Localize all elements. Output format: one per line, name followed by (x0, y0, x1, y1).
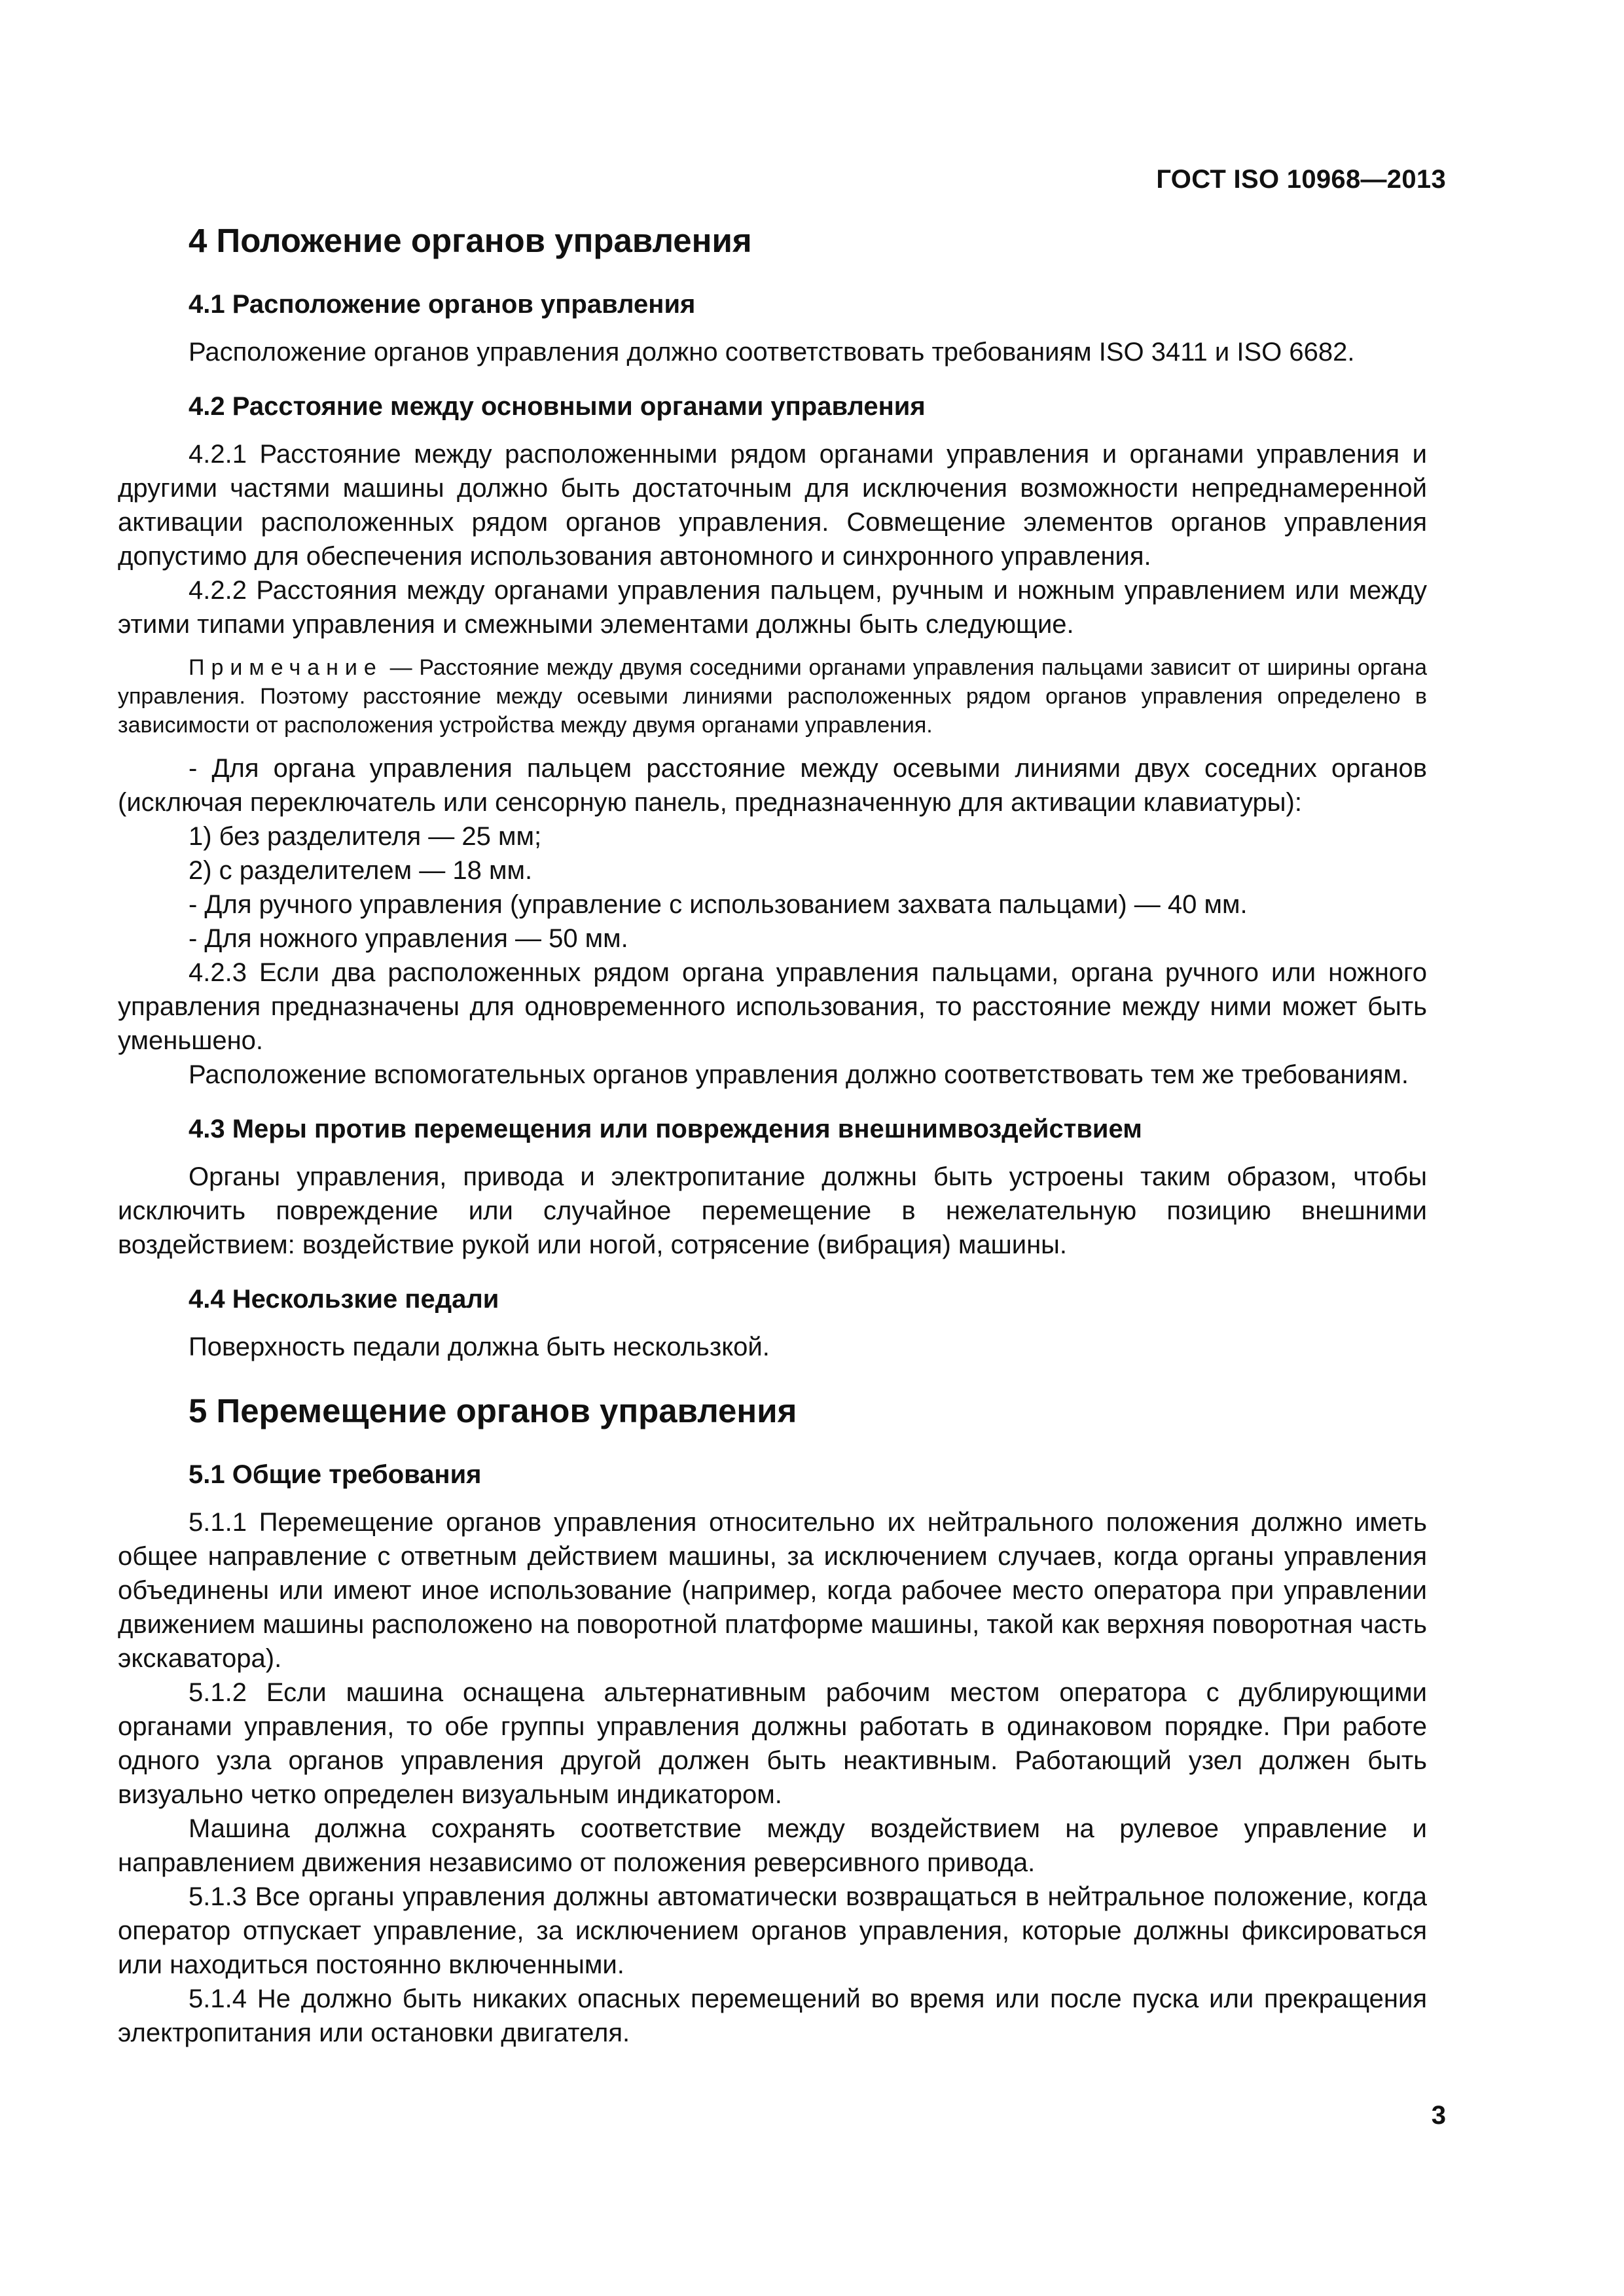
page-number: 3 (1431, 2101, 1446, 2130)
list-item-foot-control: - Для ножного управления — 50 мм. (189, 924, 628, 953)
document-code: ГОСТ ISO 10968—2013 (1156, 165, 1446, 194)
paragraph-5-1-1: 5.1.1 Перемещение органов управления относительно их нейтрального положения должно иметь общее направление с ответным действием машины, за исключением случаев, когда органы управления объединены или имеют иное использование (например, когда рабочее место оператора при управлении движением машины расположено на поворотной платформе машины, такой как верхняя поворотная часть экскаватора). (118, 1507, 1427, 1673)
page-content (118, 220, 1427, 2050)
section-4-3-text: Органы управления, привода и электропитание должны быть устроены таким образом, чтобы исключить повреждение или случайное перемещение в нежелательную позицию внешними воздействием: воздействие рукой или ногой, сотрясение (вибрация) машины. (118, 1162, 1427, 1259)
section-4-4-heading: 4.4 Нескользкие педали (189, 1284, 499, 1314)
note-paragraph (118, 653, 1427, 740)
section-5-heading: 5 Перемещение органов управления (189, 1391, 797, 1429)
paragraph-5-1-4: 5.1.4 Не должно быть никаких опасных перемещений во время или после пуска или прекращения электропитания или остановки двигателя. (118, 1984, 1427, 2047)
paragraph-auxiliary-controls: Расположение вспомогательных органов управления должно соответствовать тем же требованиям. (189, 1060, 1409, 1089)
section-4-heading: 4 Положение органов управления (189, 222, 752, 259)
section-4-4-text: Поверхность педали должна быть нескользкой. (189, 1332, 770, 1361)
paragraph-finger-controls: - Для органа управления пальцем расстояние между осевыми линиями двух соседних органов (исключая переключатель или сенсорную панель, предназначенную для активации клавиатуры): (118, 753, 1427, 817)
note-text: — Расстояние между двумя соседними органами управления пальцами зависит от ширины органа управления. Поэтому расстояние между осевыми линиями расположенных рядом органов управления определено в зависимости от расположения устройства между двумя органами управления. (118, 655, 1427, 738)
paragraph-5-1-2: 5.1.2 Если машина оснащена альтернативным рабочим местом оператора с дублирующими органами управления, то обе группы управления должны работать в одинаковом порядке. При работе одного узла органов управления другой должен быть неактивным. Работающий узел должен быть визуально четко определен визуальным индикатором. (118, 1677, 1427, 1809)
section-4-1-heading: 4.1 Расположение органов управления (189, 289, 696, 319)
section-4-1-text: Расположение органов управления должно соответствовать требованиям ISO 3411 и ISO 6682. (189, 337, 1355, 367)
section-5-1-heading: 5.1 Общие требования (189, 1460, 482, 1489)
paragraph-5-1-3: 5.1.3 Все органы управления должны автоматически возвращаться в нейтральное положение, когда оператор отпускает управление, за исключением органов управления, которые должны фиксироваться или находиться постоянно включенными. (118, 1882, 1427, 1979)
section-4-2-heading: 4.2 Расстояние между основными органами управления (189, 391, 926, 421)
section-4-3-heading: 4.3 Меры против перемещения или повреждения внешнимвоздействием (189, 1114, 1142, 1143)
list-item-no-divider: 1) без разделителя — 25 мм; (189, 821, 542, 851)
paragraph-4-2-3: 4.2.3 Если два расположенных рядом органа управления пальцами, органа ручного или ножного управления предназначены для одновременного использования, то расстояние между ними может быть уменьшено. (118, 958, 1427, 1055)
paragraph-4-2-2: 4.2.2 Расстояния между органами управления пальцем, ручным и ножным управлением или между этими типами управления и смежными элементами должны быть следующие. (118, 575, 1427, 639)
list-item-with-divider: 2) с разделителем — 18 мм. (189, 855, 533, 885)
note-label: Примечание (189, 655, 383, 680)
paragraph-4-2-1: 4.2.1 Расстояние между расположенными рядом органами управления и органами управления и другими частями машины должно быть достаточным для исключения возможности непреднамеренной активации расположенных рядом органов управления. Совмещение элементов органов управления допустимо для обеспечения использования автономного и синхронного управления. (118, 439, 1427, 571)
paragraph-steering-correspondence: Машина должна сохранять соответствие между воздействием на рулевое управление и направлением движения независимо от положения реверсивного привода. (118, 1814, 1427, 1877)
list-item-hand-control: - Для ручного управления (управление с использованием захвата пальцами) — 40 мм. (189, 889, 1248, 919)
